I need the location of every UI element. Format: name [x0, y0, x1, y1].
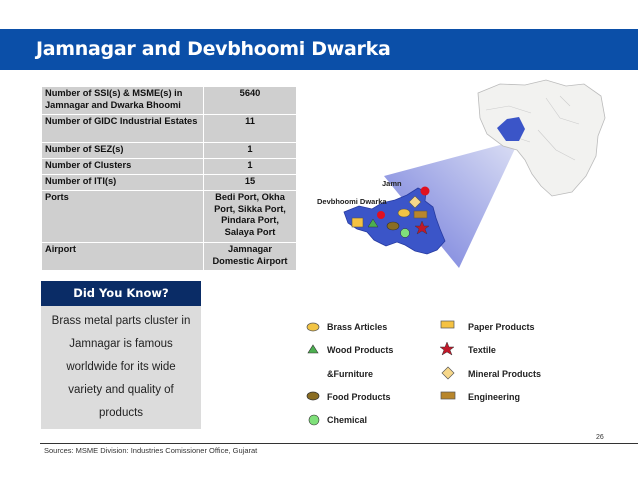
legend-food-label: Food Products — [327, 392, 391, 402]
did-you-know-line: Brass metal parts cluster in — [51, 315, 191, 327]
location-dot — [421, 187, 430, 196]
stat-label: Airport — [42, 243, 204, 271]
legend-brass-label: Brass Articles — [327, 322, 388, 332]
did-you-know-line: variety and quality of — [68, 384, 174, 396]
chemical-marker — [401, 229, 410, 238]
footer-divider — [40, 443, 638, 444]
brass-articles-marker — [398, 209, 410, 217]
page-number: 26 — [596, 434, 604, 441]
stat-value: 1 — [204, 143, 297, 159]
stat-label: Ports — [42, 191, 204, 243]
map-label-dwarka: Devbhoomi Dwarka — [317, 197, 387, 206]
stat-value: 5640 — [204, 87, 297, 115]
stat-value: 1 — [204, 159, 297, 175]
stat-label: Number of GIDC Industrial Estates — [42, 115, 204, 143]
legend-furniture-label: &Furniture — [327, 369, 373, 379]
legend-chemical-label: Chemical — [327, 415, 368, 425]
location-dot — [377, 211, 385, 219]
legend-paper-label: Paper Products — [468, 322, 535, 332]
stat-label: Number of SSI(s) & MSME(s) in Jamnagar and Dwarka Bhoomi — [42, 87, 204, 115]
paper-products-marker — [352, 218, 363, 227]
legend-wood-label: Wood Products — [327, 345, 394, 355]
map-label-jamnagar: Jamn — [382, 179, 402, 188]
legend-textile-label: Textile — [468, 345, 496, 355]
food-products-marker — [387, 222, 399, 230]
legend-mineral-label: Mineral Products — [468, 369, 542, 379]
stat-value: 15 — [204, 175, 297, 191]
page-title: Jamnagar and Devbhoomi Dwarka — [36, 38, 391, 60]
stat-label: Number of ITI(s) — [42, 175, 204, 191]
engineering-marker — [414, 211, 427, 218]
did-you-know-line: worldwide for its wide — [66, 361, 176, 373]
stat-label: Number of SEZ(s) — [42, 143, 204, 159]
legend-engineering-label: Engineering — [468, 392, 521, 402]
stat-value: Bedi Port, Okha Port, Sikka Port, Pindara Port, Salaya Port — [204, 191, 297, 243]
stat-value: 11 — [204, 115, 297, 143]
did-you-know-line: Jamnagar is famous — [69, 338, 173, 350]
did-you-know-heading: Did You Know? — [41, 281, 201, 306]
did-you-know-line: products — [98, 407, 144, 419]
stat-label: Number of Clusters — [42, 159, 204, 175]
stat-value: Jamnagar Domestic Airport — [204, 243, 297, 271]
source-note: Sources: MSME Division: Industries Comissioner Office, Gujarat — [44, 446, 258, 455]
